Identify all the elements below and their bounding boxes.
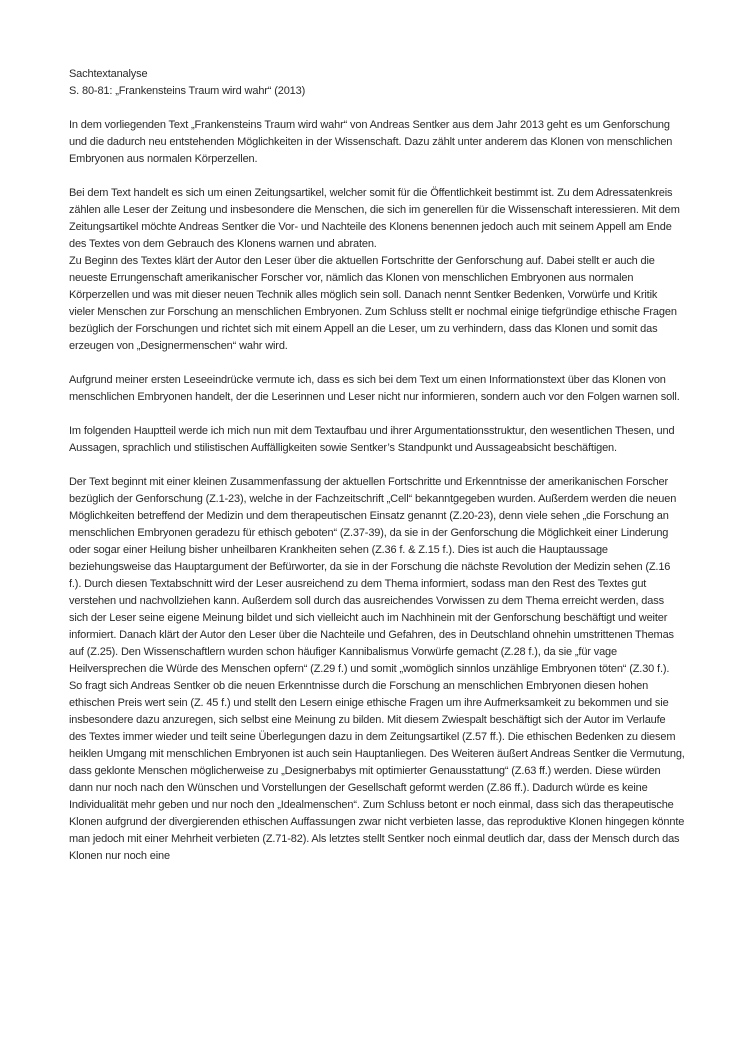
paragraph-hypothesis: Aufgrund meiner ersten Leseeindrücke vermute ich, dass es sich bei dem Text um einen Informationstext über das Klonen von menschlichen Embryonen handelt, der die Leserinnen und Leser nicht nur informieren, sondern auch vor den Folgen warnen soll. [69,374,680,403]
document-page [69,66,685,865]
spacer [69,100,685,117]
paragraph-summary: Zu Beginn des Textes klärt der Autor den Leser über die aktuellen Fortschritte der Genforschung auf. Dabei stellt er auch die neueste Errungenschaft amerikanischer Forscher vor, nämlich das Klonen von menschlichen Embryonen aus normalen Körperzellen und was mit dieser neuen Technik alles möglich sein soll. Danach nennt Sentker Bedenken, Vorwürfe und Kritik vieler Menschen zur Forschung an menschlichen Embryonen. Zum Schluss stellt er nochmal einige tiefgründige ethische Fragen bezüglich der Forschungen und richtet sich mit einem Appell an die Leser, um zu verhindern, dass das Klonen und somit das erzeugen von „Designermenschen“ wahr wird. [69,255,677,352]
paragraph-main-intro: Im folgenden Hauptteil werde ich mich nun mit dem Textaufbau und ihrer Argumentationsstruktur, den wesentlichen Thesen, und Aussagen, sprachlich und stilistischen Auffälligkeiten sowie Sentker’s Standpunkt und Aussageabsicht beschäftigen. [69,425,675,454]
paragraph-text-type: Bei dem Text handelt es sich um einen Zeitungsartikel, welcher somit für die Öffentlichkeit bestimmt ist. Zu dem Adressatenkreis zählen alle Leser der Zeitung und insbesondere die Menschen, die sich im generellen für die Wissenschaft interessieren. Mit dem Zeitungsartikel möchte Andreas Sentker die Vor- und Nachteile des Klonens benennen jedoch auch mit seinem Appell am Ende des Textes von dem Gebrauch des Klonens warnen und abraten. [69,187,680,250]
spacer [69,406,685,423]
paragraph-analysis: Der Text beginnt mit einer kleinen Zusammenfassung der aktuellen Fortschritte und Erkenntnisse der amerikanischen Forscher bezüglich der Genforschung (Z.1-23), welche in der Fachzeitschrift „Cell“ bekanntgegeben wurden. Außerdem werden die neuen Möglichkeiten betreffend der Medizin und dem therapeutischen Einsatz genannt (Z.20-23), denn viele sehen „die Forschung an menschlichen Embryonen geradezu für ethisch geboten“ (Z.37-39), da sie in der Genforschung die Möglichkeit einer Linderung oder sogar einer Heilung bisher unheilbaren Krankheiten sehen (Z.36 f. & Z.15 f.). Dies ist auch die Hauptaussage beziehungsweise das Hauptargument der Befürworter, da sie in der Forschung die nächste Revolution der Medizin sehen (Z.16 f.). Durch diesen Textabschnitt wird der Leser ausreichend zu dem Thema informiert, sodass man den Rest des Textes gut verstehen und nachvollziehen kann. Außerdem soll durch das ausreichendes Vorwissen zu dem Thema erreicht werden, dass sich der Leser seine eigene Meinung bildet und sich vielleicht auch im Nachhinein mit der Genforschung beschäftigt und weiter informiert. Danach klärt der Autor den Leser über die Nachteile und Gefahren, des in Deutschland ohnehin umstrittenen Themas auf (Z.25). Den Wissenschaftlern wurden schon häufiger Kannibalismus Vorwürfe gemacht (Z.28 f.), da sie „für vage Heilversprechen die Würde des Menschen opfern“ (Z.29 f.) und somit „womöglich sinnlos unzählige Embryonen töten“ (Z.30 f.). So fragt sich Andreas Sentker ob die neuen Erkenntnisse durch die Forschung an menschlichen Embryonen diesen hohen ethischen Preis wert sein (Z. 45 f.) und stellt den Lesern einige ethische Fragen um ihre Aufmerksamkeit zu bekommen und sie insbesondere dazu anzuregen, sich selbst eine Meinung zu bilden. Mit diesem Zwiespalt beschäftigt sich der Autor im Verlaufe des Textes immer wieder und teilt seine Überlegungen dazu in dem Zeitungsartikel (Z.57 ff.). Die ethischen Bedenken zu diesem heiklen Umgang mit menschlichen Embryonen ist auch sein Hauptanliegen. Des Weiteren äußert Andreas Sentker die Vermutung, dass geklonte Menschen möglicherweise zu „Designerbabys mit optimierter Genausstattung“ (Z.63 ff.) werden. Diese würden dann nur noch nach den Wünschen und Vorstellungen der Gesellschaft geformt werden (Z.86 ff.). Dadurch würde es keine Individualität mehr geben und nur noch den „Idealmenschen“. Zum Schluss betont er noch einmal, dass sich das therapeutische Klonen aufgrund der divergierenden ethischen Auffassungen zwar nicht verbieten lasse, das reproduktive Klonen hingegen könnte man jedoch mit einer Mehrheit verbieten (Z.71-82). Als letztes stellt Sentker noch einmal deutlich dar, dass der Mensch durch das Klonen nur noch eine [69,476,685,862]
paragraph-intro: In dem vorliegenden Text „Frankensteins Traum wird wahr“ von Andreas Sentker aus dem Jahr 2013 geht es um Genforschung und die dadurch neu entstehenden Möglichkeiten in der Wissenschaft. Dazu zählt unter anderem das Klonen von menschlichen Embryonen aus normalen Körperzellen. [69,119,673,165]
spacer [69,457,685,474]
spacer [69,168,685,185]
title-block [69,66,685,100]
document-heading: Sachtextanalyse [69,68,148,80]
spacer [69,355,685,372]
document-subheading: S. 80-81: „Frankensteins Traum wird wahr“ (2013) [69,85,306,97]
